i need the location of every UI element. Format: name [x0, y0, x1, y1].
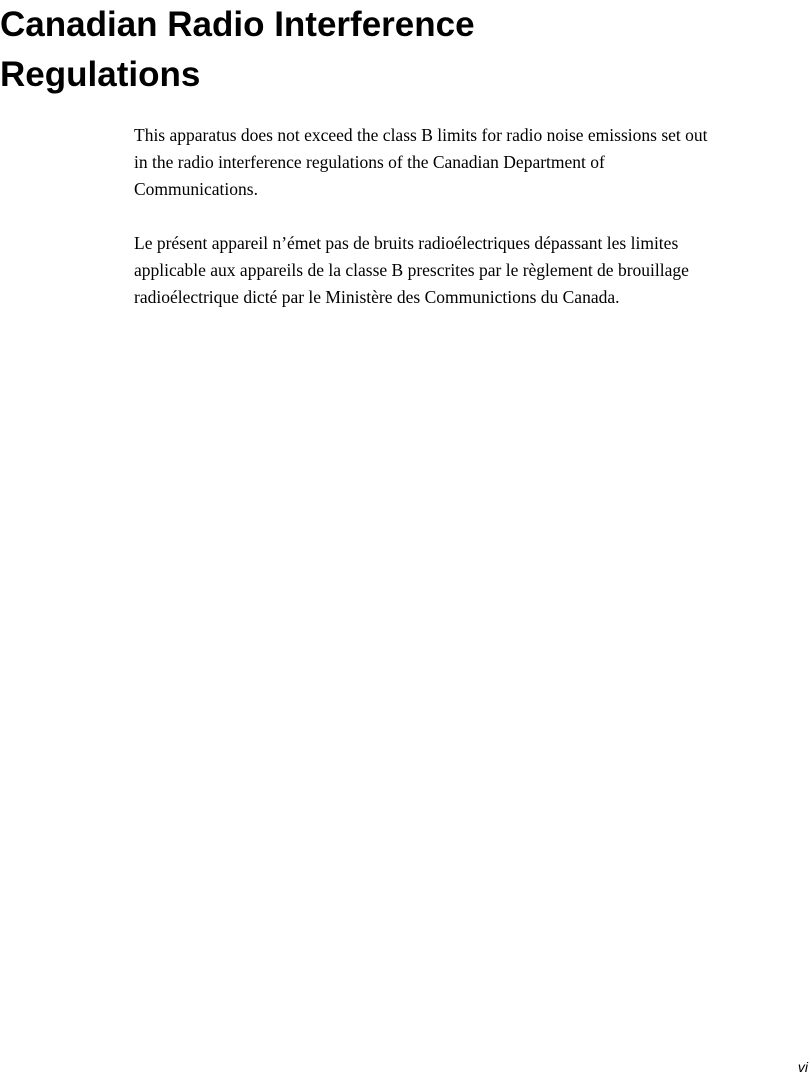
french-paragraph	[134, 230, 811, 311]
paragraph-line: applicable aux appareils de la classe B prescrites par le règlement de brouillage	[134, 260, 689, 280]
page-title-line: Regulations	[0, 55, 201, 94]
page-title	[0, 0, 800, 100]
body-text	[134, 122, 811, 338]
paragraph-line: in the radio interference regulations of the Canadian Department of	[134, 152, 605, 172]
paragraph-line: Communications.	[134, 179, 258, 199]
paragraph-line: radioélectrique dicté par le Ministère des Communictions du Canada.	[134, 287, 620, 307]
page-number: vi	[797, 1059, 808, 1075]
english-paragraph	[134, 122, 811, 203]
paragraph-line: Le présent appareil n’émet pas de bruits radioélectriques dépassant les limites	[134, 233, 679, 253]
paragraph-line: This apparatus does not exceed the class B limits for radio noise emissions set out	[134, 125, 708, 145]
page-title-line: Canadian Radio Interference	[0, 5, 475, 44]
